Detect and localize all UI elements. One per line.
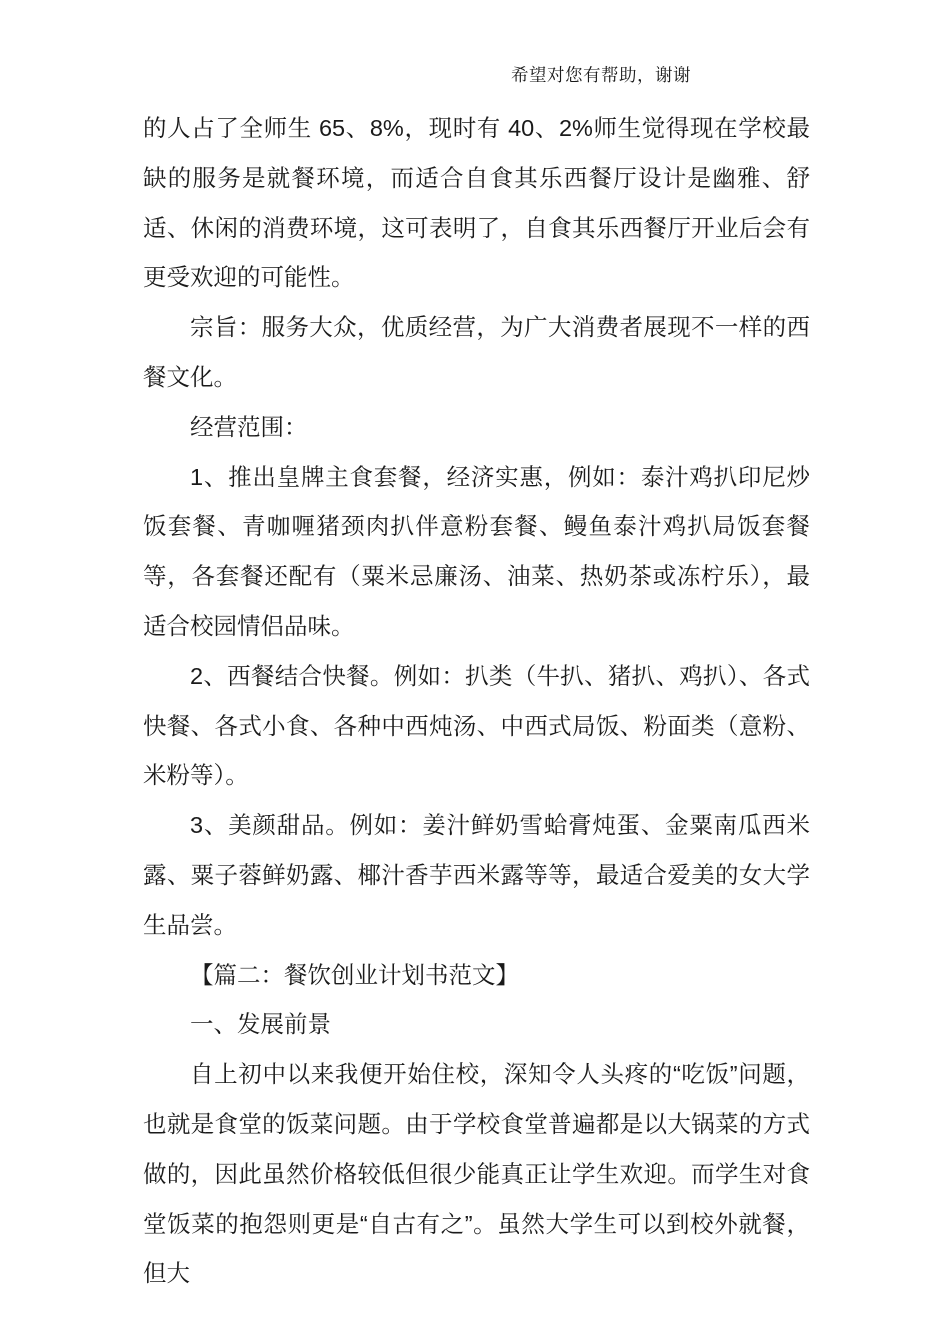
paragraph: 2、西餐结合快餐。例如：扒类（牛扒、猪扒、鸡扒）、各式快餐、各式小食、各种中西炖汤、中西式局饭、粉面类（意粉、米粉等）。 bbox=[143, 662, 810, 789]
paragraph: 自上初中以来我便开始住校，深知令人头疼的“吃饭”问题，也就是食堂的饭菜问题。由于学校食堂普遍都是以大锅菜的方式做的，因此虽然价格较低但很少能真正让学生欢迎。而学生对食堂饭菜的抱怨则更是“自古有之”。虽然大学生可以到校外就餐，但大 bbox=[143, 1061, 810, 1287]
paragraph: 一、发展前景 bbox=[190, 1011, 331, 1038]
paragraph: 【篇二：餐饮创业计划书范文】 bbox=[190, 961, 519, 988]
document-body bbox=[143, 104, 810, 1299]
paragraph: 宗旨：服务大众，优质经营，为广大消费者展现不一样的西餐文化。 bbox=[143, 314, 810, 390]
paragraph: 经营范围： bbox=[190, 413, 308, 440]
document-header-text: 希望对您有帮助，谢谢 bbox=[511, 65, 691, 85]
paragraph: 3、美颜甜品。例如：姜汁鲜奶雪蛤膏炖蛋、金粟南瓜西米露、粟子蓉鲜奶露、椰汁香芋西米露等等，最适合爱美的女大学生品尝。 bbox=[143, 812, 810, 938]
paragraph: 1、推出皇牌主食套餐，经济实惠，例如：泰汁鸡扒印尼炒饭套餐、青咖喱猪颈肉扒伴意粉套餐、鳗鱼泰汁鸡扒局饭套餐等，各套餐还配有（粟米忌廉汤、油菜、热奶茶或冻柠乐），最适合校园情侣品味。 bbox=[143, 463, 810, 639]
paragraph: 的人占了全师生 65、8%，现时有 40、2%师生觉得现在学校最缺的服务是就餐环境，而适合自食其乐西餐厅设计是幽雅、舒适、休闲的消费环境，这可表明了，自食其乐西餐厅开业后会有更受欢迎的可能性。 bbox=[143, 115, 810, 291]
